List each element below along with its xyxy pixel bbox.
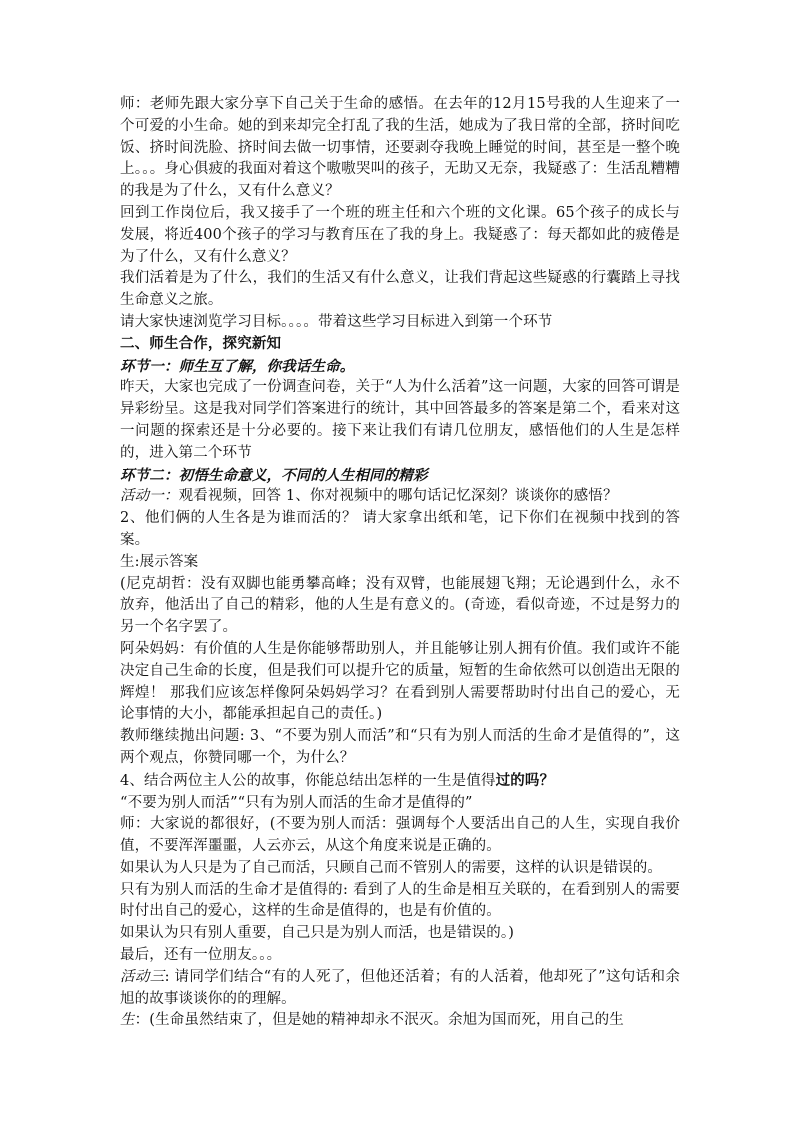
activity-one-text: 观看视频，回答 1、你对视频中的哪句话记忆深刻？谈谈你的感悟？ bbox=[178, 488, 618, 505]
step-two-heading: 环节二：初悟生命意义，不同的人生相同的精彩 bbox=[120, 466, 428, 484]
paragraph-meaning-question: 我们活着是为了什么，我们的生活又有什么意义，让我们背起这些疑惑的行囊踏上寻找生命意义之旅。 bbox=[120, 270, 680, 309]
question-four-tail: 过的吗？ bbox=[495, 771, 555, 789]
step-one-heading: 环节一：师生互了解，你我话生命。 bbox=[120, 357, 355, 375]
paragraph-student-answer: 生:展示答案 bbox=[120, 553, 199, 570]
paragraph-work-return: 回到工作岗位后，我又接手了一个班的班主任和六个班的文化课。65个孩子的成长与发展，将近400个孩子的学习与教育压在了我的身上。我疑惑了：每天都如此的疲倦是为了什么，又有什么意义？ bbox=[120, 204, 680, 265]
paragraph-others-only: 如果认为只有别人重要，自己只是为别人而活，也是错误的。) bbox=[120, 925, 515, 942]
paragraph-last-friend: 最后，还有一位朋友。。。 bbox=[120, 947, 282, 964]
paragraph-learning-goals: 请大家快速浏览学习目标。。。。带着这些学习目标进入到第一个环节 bbox=[120, 313, 553, 330]
paragraph-survey: 昨天，大家也完成了一份调查问卷，关于“人为什么活着”这一问题，大家的回答可谓是异彩纷呈。这是我对同学们答案进行的统计，其中回答最多的答案是第二个，看来对这一问题的探索还是十分必要的。接下来让我们有请几位朋友，感悟他们的人生是怎样的，进入第二个环节 bbox=[120, 379, 680, 461]
activity-one-label: 活动一： bbox=[120, 488, 179, 505]
paragraph-for-others: 只有为别人而活的生命才是值得的: 看到了人的生命是相互关联的，在看到别人的需要时付出自己的爱心，这样的生命是值得的，也是有价值的。 bbox=[120, 881, 680, 920]
question-four-text: 4、结合两位主人公的故事，你能总结出怎样的一生是值得 bbox=[120, 772, 496, 789]
paragraph-question-four bbox=[120, 770, 680, 793]
paragraph-teacher-comment: 师：大家说的都很好，(不要为别人而活：强调每个人要活出自己的人生，实现自我价值，不要浑浑噩噩，人云亦云，从这个角度来说是正确的。 bbox=[120, 816, 680, 855]
paragraph-question-three: 教师继续抛出问题: 3、“不要为别人而活”和“只有为别人而活的生命才是值得的”，这两个观点，你赞同哪一个，为什么？ bbox=[120, 728, 680, 766]
paragraph-two-views: “不要为别人而活”“只有为别人而活的生命才是值得的” bbox=[120, 794, 473, 811]
activity-three-text: : 请同学们结合“有的人死了，但他还活着；有的人活着，他却死了”这句话和余旭的故事谈谈你的的理解。 bbox=[120, 968, 680, 1007]
section-heading: 二、师生合作，探究新知 bbox=[120, 335, 282, 352]
student-label: 生 bbox=[120, 1012, 135, 1029]
paragraph-student-reply bbox=[120, 1010, 680, 1032]
paragraph-teacher-intro: 师：老师先跟大家分享下自己关于生命的感悟。在去年的12月15号我的人生迎来了一个可爱的小生命。她的到来却完全打乱了我的生活，她成为了我日常的全部，挤时间吃饭、挤时间洗脸、挤时间去做一切事情，还要剥夺我晚上睡觉的时间，甚至是一整个晚上。。。身心俱疲的我面对着这个嗷嗷哭叫的孩子，无助又无奈，我疑惑了：生活乱糟糟的我是为了什么，又有什么意义？ bbox=[120, 96, 680, 200]
paragraph-self-only: 如果认为人只是为了自己而活，只顾自己而不管别人的需要，这样的认识是错误的。 bbox=[120, 859, 663, 876]
paragraph-nick-vujicic: (尼克胡哲：没有双脚也能勇攀高峰；没有双臂，也能展翅飞翔；无论遇到什么，永不放弃，他活出了自己的精彩，他的人生是有意义的。(奇迹，看似奇迹，不过是努力的另一个名字罢了。 bbox=[120, 575, 680, 636]
document-page bbox=[120, 94, 680, 1032]
paragraph-question-two: 2、他们俩的人生各是为谁而活的？ 请大家拿出纸和笔，记下你们在视频中找到的答案。 bbox=[120, 510, 680, 548]
paragraph-activity-one bbox=[120, 486, 680, 508]
paragraph-aduo-mother: 阿朵妈妈：有价值的人生是你能够帮助别人，并且能够让别人拥有价值。我们或许不能决定自己生命的长度，但是我们可以提升它的质量，短暂的生命依然可以创造出无限的辉煌！ 那我们应该怎样像阿朵妈妈学习？在看到别人需要帮助时付出自己的爱心，无论事情的大小，都能承担起自己的责任。) bbox=[120, 640, 680, 723]
activity-three-label: 活动三 bbox=[120, 968, 165, 985]
student-reply-text: ：(生命虽然结束了，但是她的精神却永不泯灭。余旭为国而死，用自己的生 bbox=[134, 1012, 624, 1029]
paragraph-activity-three bbox=[120, 967, 680, 1011]
